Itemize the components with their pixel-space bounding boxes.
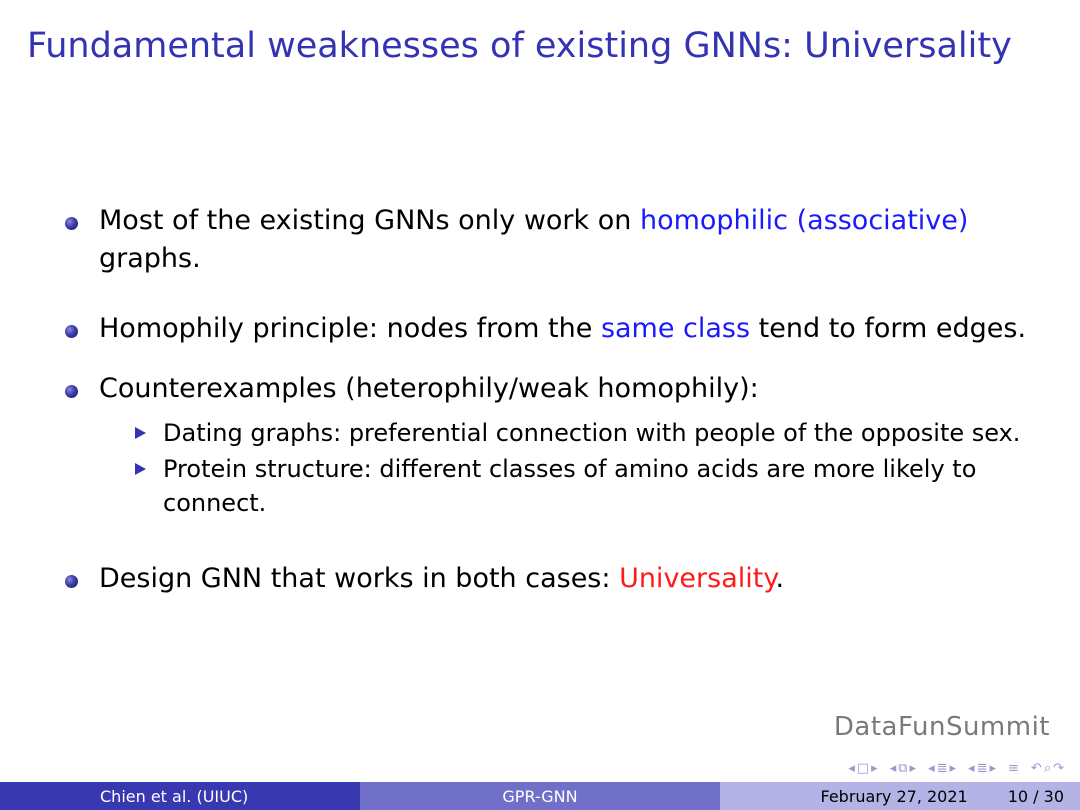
nav-right-arrow-icon[interactable]: ▸ bbox=[949, 760, 957, 776]
nav-frame-group[interactable] bbox=[890, 761, 916, 776]
slide-box-icon[interactable]: □ bbox=[856, 760, 870, 776]
nav-left-arrow-icon[interactable]: ◂ bbox=[928, 760, 935, 776]
sub-item-2-text: Protein structure: different classes of amino acids are more likely to connect. bbox=[163, 455, 977, 517]
back-icon[interactable]: ↶ bbox=[1030, 760, 1042, 776]
bullet-dot-icon bbox=[65, 217, 78, 230]
bullet-2-tail: tend to form edges. bbox=[750, 313, 1027, 344]
nav-subsection-group[interactable] bbox=[928, 761, 956, 776]
subsection-icon[interactable]: ≣ bbox=[936, 760, 948, 776]
bullet-4 bbox=[99, 560, 1039, 598]
sub-item-1-text: Dating graphs: preferential connection with people of the opposite sex. bbox=[163, 419, 1021, 447]
bullet-1-continued: graphs. bbox=[99, 243, 201, 274]
bullet-2-text: Homophily principle: nodes from the bbox=[99, 313, 601, 344]
watermark-logo: DataFunSummit bbox=[833, 712, 1050, 742]
nav-left-arrow-icon[interactable]: ◂ bbox=[848, 760, 855, 776]
nav-search-group[interactable] bbox=[1031, 761, 1064, 776]
search-icon[interactable]: ⌕ bbox=[1043, 760, 1052, 776]
footer-page-number: 10 / 30 bbox=[1007, 786, 1064, 806]
forward-icon[interactable]: ↷ bbox=[1053, 760, 1064, 776]
bullet-1 bbox=[99, 202, 1039, 278]
bullet-4-text: Design GNN that works in both cases: bbox=[99, 563, 620, 594]
align-icon[interactable]: ≡ bbox=[1008, 760, 1019, 776]
slide-title: Fundamental weaknesses of existing GNNs: Universality bbox=[27, 26, 1012, 66]
footer-title-box bbox=[360, 782, 720, 810]
sub-item-1 bbox=[163, 416, 1053, 450]
triangle-bullet-icon bbox=[135, 463, 146, 475]
footer-author-box bbox=[0, 782, 360, 810]
footer-bar bbox=[0, 782, 1080, 810]
nav-doc-group[interactable] bbox=[1008, 761, 1019, 776]
nav-right-arrow-icon[interactable]: ▸ bbox=[909, 760, 917, 776]
bullet-dot-icon bbox=[65, 575, 78, 588]
beamer-navigation-bar bbox=[848, 757, 1072, 779]
footer-author: Chien et al. (UIUC) bbox=[100, 786, 249, 806]
nav-left-arrow-icon[interactable]: ◂ bbox=[889, 760, 897, 776]
nav-right-arrow-icon[interactable]: ▸ bbox=[871, 760, 878, 776]
bullet-3 bbox=[99, 370, 1039, 408]
frame-icon[interactable]: ⧉ bbox=[898, 760, 908, 776]
footer-date-box bbox=[720, 782, 1080, 810]
bullet-4-highlight: Universality bbox=[619, 563, 776, 594]
bullet-2 bbox=[99, 310, 1039, 348]
sub-item-2 bbox=[163, 452, 1023, 520]
bullet-3-text: Counterexamples (heterophily/weak homophily): bbox=[99, 373, 759, 404]
bullet-dot-icon bbox=[65, 325, 78, 338]
triangle-bullet-icon bbox=[135, 427, 146, 439]
bullet-1-highlight: homophilic (associative) bbox=[639, 205, 969, 236]
section-icon[interactable]: ≣ bbox=[976, 760, 988, 776]
footer-short-title: GPR-GNN bbox=[502, 786, 578, 806]
bullet-2-highlight: same class bbox=[600, 313, 751, 344]
nav-left-arrow-icon[interactable]: ◂ bbox=[968, 760, 975, 776]
nav-right-arrow-icon[interactable]: ▸ bbox=[989, 760, 996, 776]
footer-date: February 27, 2021 bbox=[820, 786, 968, 806]
bullet-4-tail: . bbox=[775, 563, 785, 594]
nav-section-group[interactable] bbox=[968, 761, 996, 776]
nav-slide-group[interactable] bbox=[848, 761, 877, 776]
bullet-dot-icon bbox=[65, 385, 78, 398]
bullet-1-text: Most of the existing GNNs only work on bbox=[99, 205, 640, 236]
